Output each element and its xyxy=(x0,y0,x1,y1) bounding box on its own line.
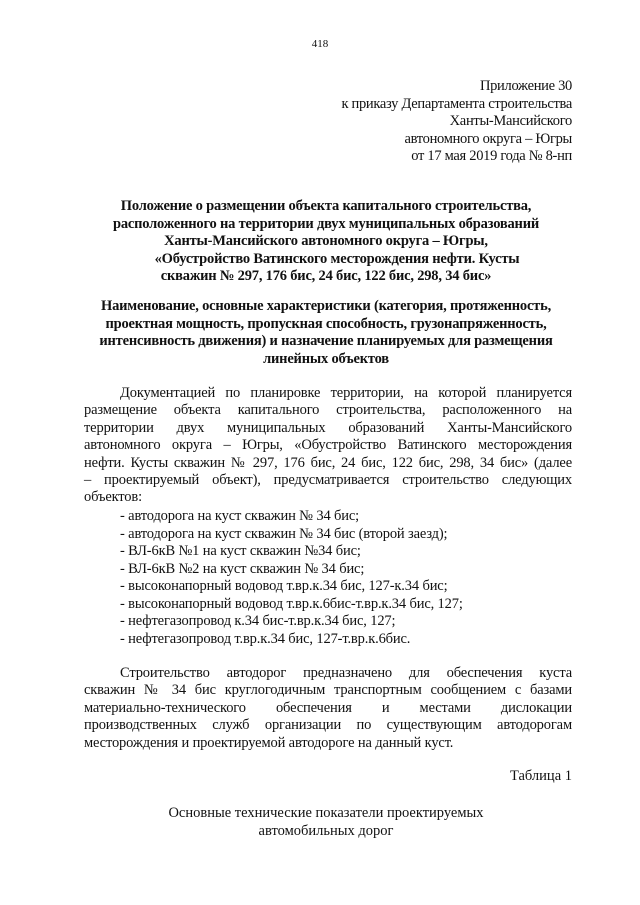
list-item: - ВЛ-6кВ №2 на куст скважин № 34 бис; xyxy=(120,560,365,577)
list-item: - автодорога на куст скважин № 34 бис; xyxy=(120,508,360,524)
table-title-line: автомобильных дорог xyxy=(258,822,394,839)
heading-line: проектная мощность, пропускная способность, грузонапряженность, xyxy=(105,315,547,332)
paragraph-line: Строительство автодорог предназначено для обеспечения куста xyxy=(120,665,572,681)
list-item: - нефтегазопровод к.34 бис-т.вр.к.34 бис, 127; xyxy=(120,613,396,629)
paragraph-line: размещение объекта капитального строительства, расположенного на xyxy=(84,402,572,419)
paragraph-line: скважин № 34 бис круглогодичным транспортным сообщением с базами xyxy=(84,682,572,699)
paragraph-line: Документацией по планировке территории, на которой планируется xyxy=(120,385,572,401)
appendix-line: к приказу Департамента строительства xyxy=(341,95,572,112)
paragraph-line: нефти. Кусты скважин № 297, 176 бис, 24 бис, 122 бис, 298, 34 бис» (далее xyxy=(84,454,572,471)
list-item: - нефтегазопровод т.вр.к.34 бис, 127-т.вр.к.6бис. xyxy=(120,630,411,647)
title-line: скважин № 297, 176 бис, 24 бис, 122 бис, 298, 34 бис» xyxy=(160,268,492,285)
appendix-line: Приложение 30 xyxy=(479,78,572,94)
paragraph-line: объектов: xyxy=(84,489,142,506)
table-title-line: Основные технические показатели проектируемых xyxy=(168,805,484,821)
list-item: - высоконапорный водовод т.вр.к.34 бис, 127-к.34 бис; xyxy=(120,578,448,594)
heading-line: Наименование, основные характеристики (категория, протяженность, xyxy=(100,298,552,314)
title-line: Положение о размещении объекта капитального строительства, xyxy=(120,198,532,214)
paragraph-line: месторождения и проектируемой автодороге на данный куст. xyxy=(84,734,454,751)
paragraph-documentation xyxy=(84,385,572,507)
appendix-line: от 17 мая 2019 года № 8-нп xyxy=(411,148,572,164)
title-line: Ханты-Мансийского автономного округа – Югры, xyxy=(164,233,488,250)
appendix-reference xyxy=(272,78,572,166)
list-item: - автодорога на куст скважин № 34 бис (второй заезд); xyxy=(120,525,448,542)
paragraph-roads-purpose xyxy=(84,665,572,752)
heading-line: линейных объектов xyxy=(263,350,389,367)
paragraph-line: автономного округа – Югры, «Обустройство Ватинского месторождения xyxy=(84,437,572,454)
heading-line: интенсивность движения) и назначение планируемых для размещения xyxy=(99,333,553,350)
title-line: «Обустройство Ватинского месторождения нефти. Кусты xyxy=(154,250,520,267)
title-line: расположенного на территории двух муниципальных образований xyxy=(112,215,540,232)
paragraph-line: производственных служб организации по существующим автодорогам xyxy=(84,717,572,734)
appendix-line: автономного округа – Югры xyxy=(404,130,572,147)
paragraph-line: территории двух муниципальных образований Ханты-Мансийского xyxy=(84,419,572,436)
table-label: Таблица 1 xyxy=(509,768,572,784)
appendix-line: Ханты-Мансийского xyxy=(449,113,572,129)
list-item: - высоконапорный водовод т.вр.к.6бис-т.вр.к.34 бис, 127; xyxy=(120,595,463,612)
page-number: 418 xyxy=(311,38,329,50)
list-item: - ВЛ-6кВ №1 на куст скважин №34 бис; xyxy=(120,543,361,559)
paragraph-line: материально-технического обеспечения и местами дислокации xyxy=(84,699,572,716)
paragraph-line: – проектируемый объект), предусматривается строительство следующих xyxy=(84,472,572,489)
document-title xyxy=(82,198,570,286)
section-heading xyxy=(82,298,570,368)
objects-list xyxy=(120,508,560,648)
table-title xyxy=(82,805,570,840)
